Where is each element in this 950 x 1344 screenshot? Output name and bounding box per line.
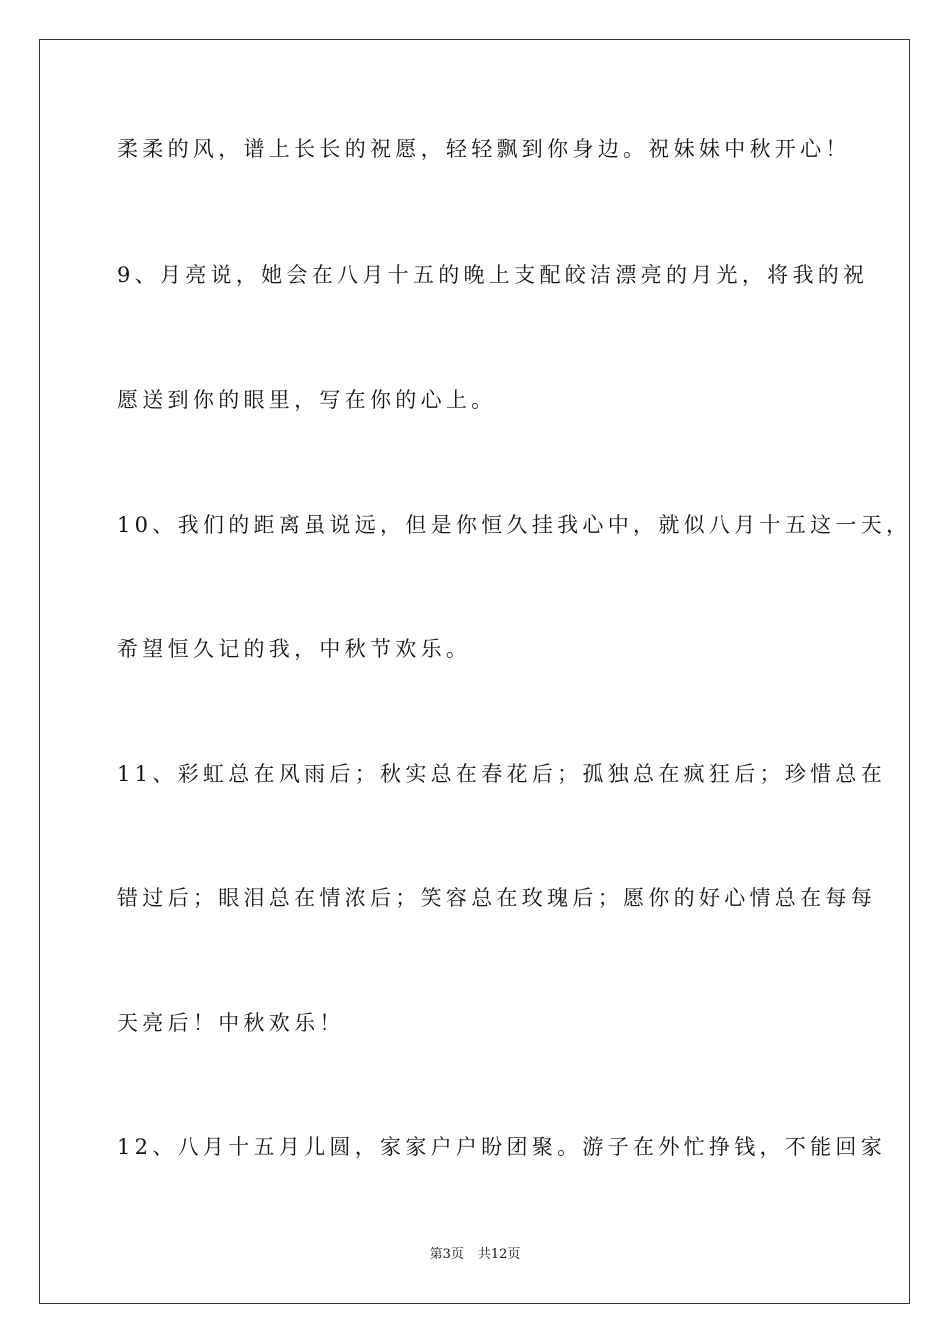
- text-line: 柔柔的风，谱上长长的祝愿，轻轻飘到你身边。祝妹妹中秋开心！: [117, 137, 851, 161]
- text-line: 愿送到你的眼里，写在你的心上。: [117, 388, 497, 412]
- page-total: 共12页: [477, 1247, 521, 1262]
- text-line: 10、我们的距离虽说远，但是你恒久挂我心中，就似八月十五这一天，: [117, 513, 912, 537]
- text-line: 希望恒久记的我，中秋节欢乐。: [117, 637, 472, 661]
- text-line: 9、月亮说，她会在八月十五的晚上支配皎洁漂亮的月光，将我的祝: [117, 263, 869, 287]
- text-line: 错过后；眼泪总在情浓后；笑容总在玫瑰后；愿你的好心情总在每每: [117, 886, 876, 910]
- text-line: 12、八月十五月儿圆，家家户户盼团聚。游子在外忙挣钱，不能回家: [117, 1135, 887, 1159]
- text-line: 11、彩虹总在风雨后；秋实总在春花后；孤独总在疯狂后；珍惜总在: [117, 762, 887, 786]
- page-number: 第3页: [429, 1247, 464, 1262]
- page-footer: [0, 1247, 950, 1263]
- page-border: [39, 39, 910, 1304]
- text-line: 天亮后！中秋欢乐！: [117, 1011, 345, 1035]
